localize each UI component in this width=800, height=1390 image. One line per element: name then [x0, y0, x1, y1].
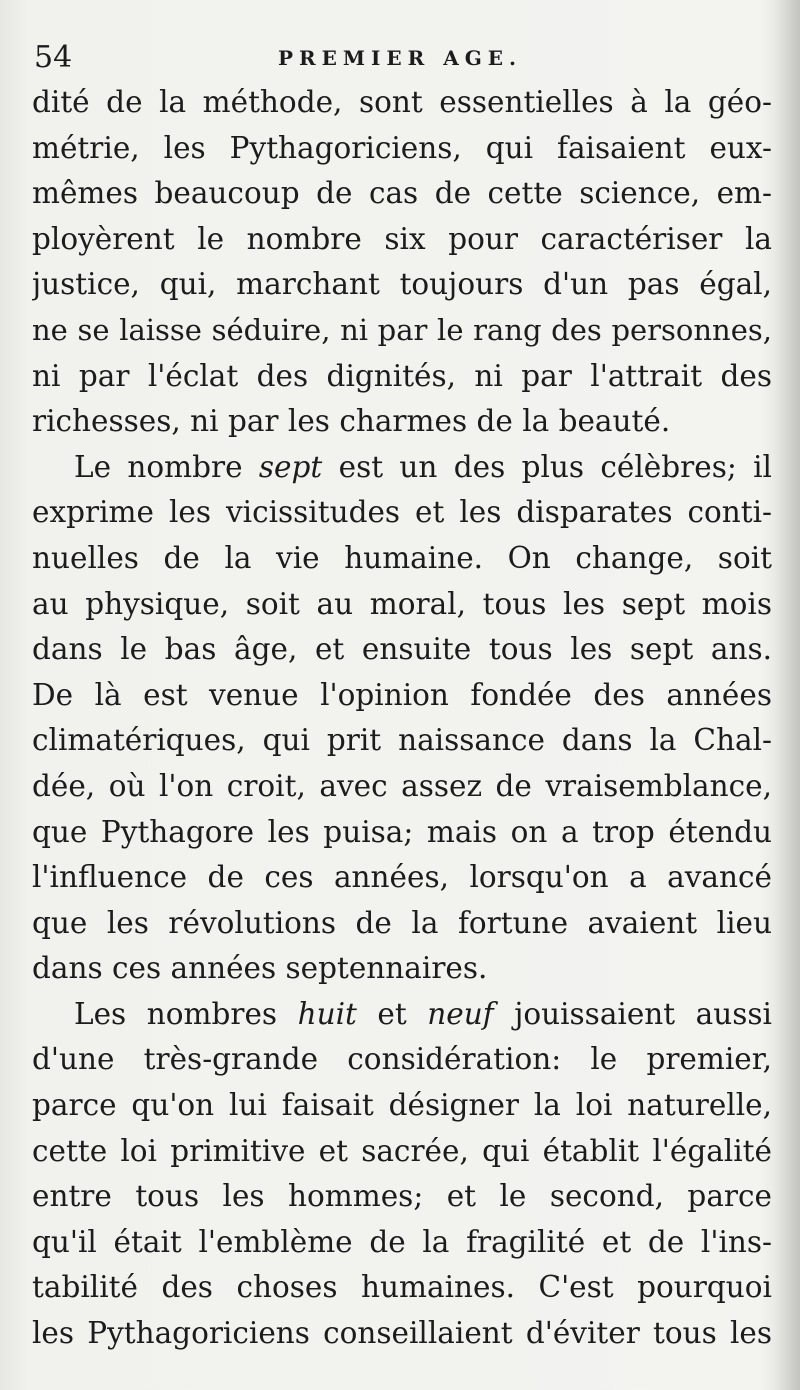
text-line: entre tous les hommes; et le second, parce	[32, 1179, 772, 1214]
text-line: mêmes beaucoup de cas de cette science, em-	[32, 176, 772, 211]
text-line: qu'il était l'emblème de la fragilité et de l'ins-	[32, 1224, 772, 1259]
text-line: cette loi primitive et sacrée, qui établit l'égalité	[32, 1133, 772, 1168]
text-segment: jouissaient aussi	[493, 996, 772, 1031]
text-line: ni par l'éclat des dignités, ni par l'attrait des	[32, 358, 772, 393]
text-segment: est un des plus célèbres; il	[322, 449, 772, 484]
text-line: nuelles de la vie humaine. On change, soit	[32, 540, 772, 575]
page-number: 54	[34, 40, 73, 75]
text-line: dans ces années septennaires.	[32, 951, 488, 986]
text-line: dans le bas âge, et ensuite tous les sept ans.	[32, 632, 772, 667]
text-segment: et	[356, 996, 428, 1031]
text-line: climatériques, qui prit naissance dans la Chal-	[32, 723, 772, 758]
page-edge-shadow	[774, 0, 800, 1390]
text-line: les Pythagoriciens conseillaient d'éviter tous les	[32, 1316, 772, 1351]
italic-term: neuf	[427, 996, 494, 1031]
paragraph-first-line	[32, 992, 772, 1038]
text-line: parce qu'on lui faisait désigner la loi naturelle,	[32, 1088, 772, 1123]
text-line: tabilité des choses humaines. C'est pourquoi	[32, 1270, 772, 1305]
paragraph-first-line	[32, 445, 772, 491]
text-segment: Les nombres	[74, 996, 298, 1031]
text-line: d'une très-grande considération: le premier,	[32, 1042, 772, 1077]
text-line: De là est venue l'opinion fondée des années	[32, 677, 772, 712]
text-line: l'influence de ces années, lorsqu'on a avancé	[32, 860, 772, 895]
text-line: ne se laisse séduire, ni par le rang des personnes,	[32, 312, 772, 347]
text-line: richesses, ni par les charmes de la beauté.	[32, 404, 671, 439]
text-line: justice, qui, marchant toujours d'un pas égal,	[32, 267, 772, 302]
text-line: ployèrent le nombre six pour caractériser la	[32, 221, 772, 256]
text-line: au physique, soit au moral, tous les sept mois	[32, 586, 772, 621]
text-line: que Pythagore les puisa; mais on a trop étendu	[32, 814, 772, 849]
italic-term: sept	[258, 449, 323, 484]
text-line: que les révolutions de la fortune avaient lieu	[32, 905, 772, 940]
body-text	[32, 80, 772, 1357]
italic-term: huit	[297, 996, 357, 1031]
text-line: dée, où l'on croit, avec assez de vraisemblance,	[32, 768, 772, 803]
running-head: PREMIER AGE.	[277, 46, 523, 70]
text-line: métrie, les Pythagoriciens, qui faisaient eux-	[32, 130, 772, 165]
text-line: exprime les vicissitudes et les disparates conti-	[32, 495, 772, 530]
text-line: dité de la méthode, sont essentielles à la géo-	[32, 85, 772, 119]
text-segment: Le nombre	[74, 449, 259, 484]
page-header	[30, 38, 770, 78]
